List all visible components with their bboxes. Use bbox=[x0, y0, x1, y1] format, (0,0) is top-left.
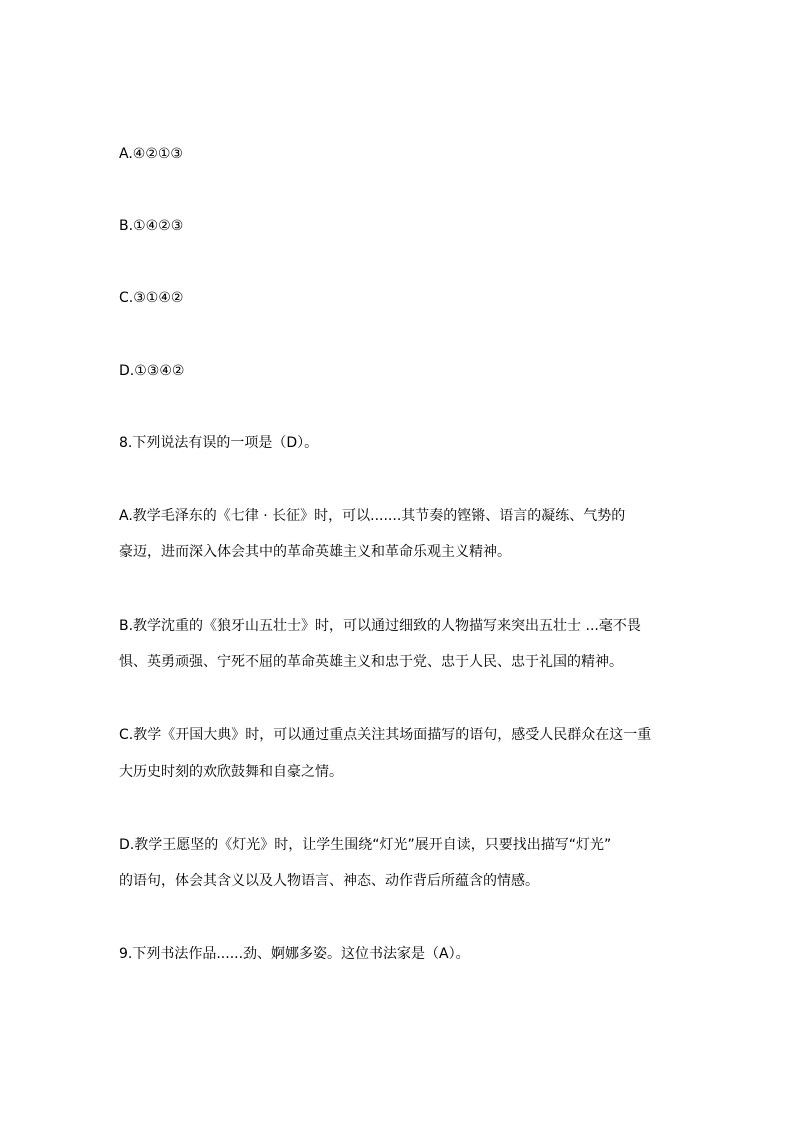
q8-option-b-line1: B.教学沈重的《狼牙山五壮士》时，可以通过细致的人物描写来突出五壮士 ...毫不畏 bbox=[119, 618, 641, 634]
option-q7-c: C.③①④② bbox=[119, 290, 184, 306]
option-q7-d: D.①③④② bbox=[119, 363, 185, 379]
question-8-stem: 8.下列说法有误的一项是（D）。 bbox=[119, 435, 319, 451]
question-9-stem: 9.下列书法作品......劲、婀娜多姿。这位书法家是（A）。 bbox=[119, 946, 470, 962]
option-q7-b: B.①④②③ bbox=[119, 218, 184, 234]
q8-option-c-line1: C.教学《开国大典》时，可以通过重点关注其场面描写的语句，感受人民群众在这一重 bbox=[119, 727, 652, 743]
q8-option-a-line1: A.教学毛泽东的《七律 · 长征》时，可以.......其节奏的铿锵、语言的凝练、气势的 bbox=[119, 508, 626, 524]
q8-option-a-line2: 豪迈，进而深入体会其中的革命英雄主义和革命乐观主义精神。 bbox=[119, 544, 511, 560]
q8-option-d-line1: D.教学王愿坚的《灯光》时，让学生围绕“灯光”展开自读，只要找出描写“灯光” bbox=[119, 837, 612, 853]
option-q7-a: A.④②①③ bbox=[119, 146, 183, 162]
q8-option-b-line2: 惧、英勇顽强、宁死不屈的革命英雄主义和忠于党、忠于人民、忠于礼国的精神。 bbox=[119, 654, 623, 670]
q8-option-c-line2: 大历史时刻的欢欣鼓舞和自豪之情。 bbox=[119, 764, 343, 780]
q8-option-d-line2: 的语句，体会其含义以及人物语言、神态、动作背后所蕴含的情感。 bbox=[119, 873, 539, 889]
